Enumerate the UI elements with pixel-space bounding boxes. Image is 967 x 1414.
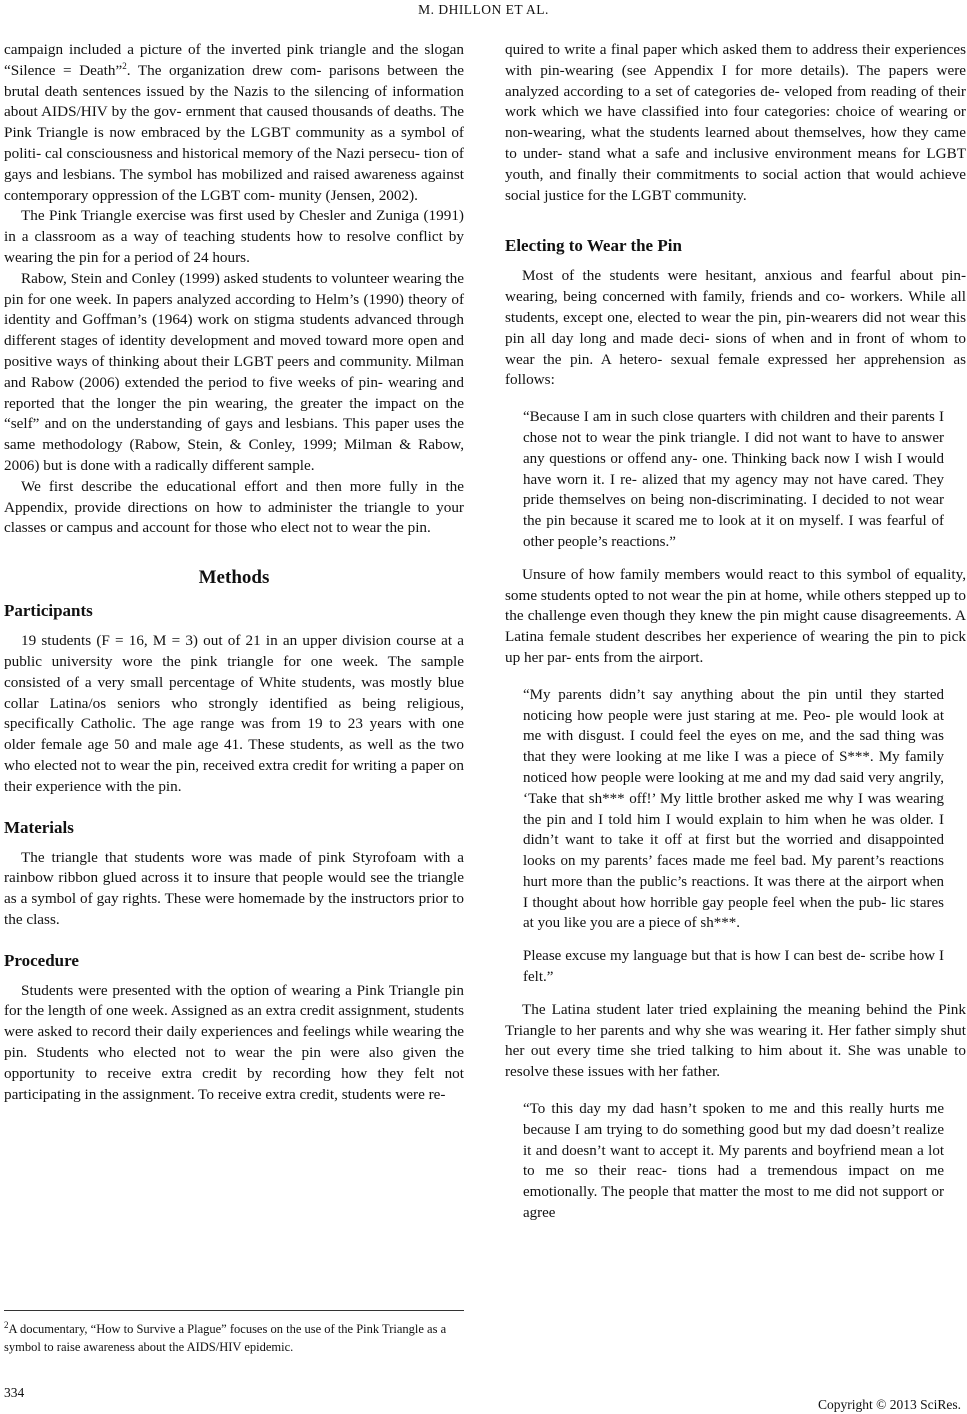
right-column bbox=[505, 40, 966, 1236]
subsection-heading-electing: Electing to Wear the Pin bbox=[505, 236, 682, 256]
block-quote: “My parents didn’t say anything about the pin until they started noticing how people were just staring at me. Peo- ple would look at me with disgust. I could feel the eyes on me, and the sad thing was that they were looking at me like I was a piece of S***. My family noticed how people were looking at me and my dad said very angrily, ‘Take that sh*** off!’ My little brother asked me why I was wearing the pin and I told him I would explain to him when he was older. I didn’t want to take it off at first but the worried and disappointed looks on my parents’ faces made me feel bad. My parent’s reactions hurt more than the public’s reactions. It was there at the airport when I thought about how horrible gay people feel when the pub- lic stares at you like you are a piece of sh***. bbox=[523, 686, 944, 932]
paragraph: The Latina student later tried explaining the meaning behind the Pink Triangle to her parents and why she was wearing it. Her father simply shut her out every time she tried talking to him about it. She was unable to resolve these issues with her father. bbox=[505, 1000, 966, 1081]
paragraph: Students were presented with the option of wearing a Pink Triangle pin for the length of one week. Assigned as an extra credit assignment, students were asked to record their daily experiences and feelings while wearing the pin. Students who elected not to wear the pin were also given the opportunity to receive extra credit by recording how they felt not participating in the assignment. To receive extra credit, students were re- bbox=[4, 981, 464, 1103]
block-quote: Please excuse my language but that is how I can best de- scribe how I felt.” bbox=[523, 948, 944, 986]
block-quote: “Because I am in such close quarters with children and their parents I chose not to wear the pink triangle. I did not want to have to answer any questions or offend any- one. Thinking back now I wish I would have worn it. I re- alized that my agency may not have cared. They pride themselves on being non-discriminating. I decided to not wear the pin because it scared me to look at it on myself. I was fearful of other people’s reactions.” bbox=[523, 409, 944, 550]
subsection-heading-materials: Materials bbox=[4, 817, 74, 837]
section-heading-methods: Methods bbox=[198, 567, 270, 589]
block-quote: “To this day my dad hasn’t spoken to me and this really hurts me because I am trying to do something good but my dad doesn’t realize it and doesn’t want to accept it. My parents and boyfriend mean a lot to me so their reac- tions had a tremendous impact on me emotionally. The people that matter the most to me did not support or agree bbox=[523, 1101, 944, 1222]
footnote-divider bbox=[4, 1310, 464, 1311]
paragraph: 19 students (F = 16, M = 3) out of 21 in an upper division course at a public university wore the pink triangle for one week. The sample consisted of a very small percentage of White students, was mostly blue collar Latina/os seniors who strongly identified as being religious, specifically Catholic. The age range was from 19 to 23 years with one older female age 50 and male age 41. These students, as well as the two who elected not to wear the pin, received extra credit for writing a paper on their experience with the pin. bbox=[4, 632, 464, 795]
footnote: $^2$A documentary, “How to Survive a Plague” focuses on the use of the Pink Triangle as a symbol to raise awareness about the AIDS/HIV epidemic. bbox=[4, 1319, 447, 1354]
paragraph: Rabow, Stein and Conley (1999) asked students to volunteer wearing the pin for one week. In papers analyzed according to Helm’s (1990) theory of identity and Goffman’s (1964) work on stigma students advanced through different stages of identity development and moved toward more open and positive ways of thinking about their LGBT peers and community. Milman and Rabow (2006) extended the period to five weeks of pin- wearing and reported that the longer the pin wearing, the greater the impact on the “self” and on the understanding of gays and lesbians. This paper uses the same methodology (Rabow, Stein, & Conley, 1999; Milman & Rabow, 2006) but is done with a radically different sample. bbox=[4, 269, 464, 474]
paragraph: campaign included a picture of the inverted pink triangle and the slogan “Silence = Death”$^2$. The organization drew com- parisons between the brutal death sentences issued by the Nazis to the silencing of information about AIDS/HIV by the gov- ernment that caused thousands of deaths. The Pink Triangle is now embraced by the LGBT community as a symbol of politi- cal consciousness and historical memory of the Nazi persecu- tion of gays and lesbians. The symbol has mobilized and raised awareness against contemporary oppression of the LGBT com- munity (Jensen, 2002). bbox=[4, 41, 465, 204]
copyright-notice: Copyright © 2013 SciRes. bbox=[817, 1397, 961, 1412]
left-column bbox=[4, 40, 464, 1105]
footnote-ref: 2 bbox=[122, 60, 127, 71]
paragraph: We first describe the educational effort and then more fully in the Appendix, provide directions on how to administer the triangle to your classes or campus and account for those who elect not to wear the pin. bbox=[4, 477, 464, 537]
paragraph: The triangle that students wore was made of pink Styrofoam with a rainbow ribbon glued across it to insure that people would see the triangle as a symbol of gay rights. These were homemade by the instructors prior to the class. bbox=[4, 848, 464, 928]
paragraph: quired to write a final paper which asked them to address their experiences with pin-wearing (see Appendix I for more details). The papers were analyzed according to a set of categories de- veloped from reading of their work which we have classified into four categories: choice of wearing or non-wearing, what the students learned about themselves, how they came to under- stand what a safe and inclusive environment means for LGBT youth, and finally their commitments to social action that would achieve social justice for the LGBT community. bbox=[505, 41, 966, 204]
running-header: M. DHILLON ET AL. bbox=[418, 2, 549, 17]
paragraph: The Pink Triangle exercise was first used by Chesler and Zuniga (1991) in a classroom as a way of teaching students how to resolve conflict by wearing the pin for a period of 24 hours. bbox=[4, 207, 464, 266]
paragraph: Most of the students were hesitant, anxious and fearful about pin-wearing, being concerned with family, friends and co- workers. While all students, except one, elected to wear the pin, pin-wearers did not wear this pin all day long and made deci- sions of when and in front of whom to wear the pin. A hetero- sexual female expressed her apprehension as follows: bbox=[505, 267, 966, 389]
paragraph: Unsure of how family members would react to this symbol of equality, some students opted to not wear the pin at home, while others stepped up to the challenge even though they knew the pin might cause disagreements. A Latina female student describes her experience of wearing the pin to pick up her par- ents from the airport. bbox=[505, 565, 966, 666]
page-number: 334 bbox=[4, 1385, 25, 1400]
subsection-heading-procedure: Procedure bbox=[4, 950, 79, 970]
subsection-heading-participants: Participants bbox=[4, 601, 93, 621]
